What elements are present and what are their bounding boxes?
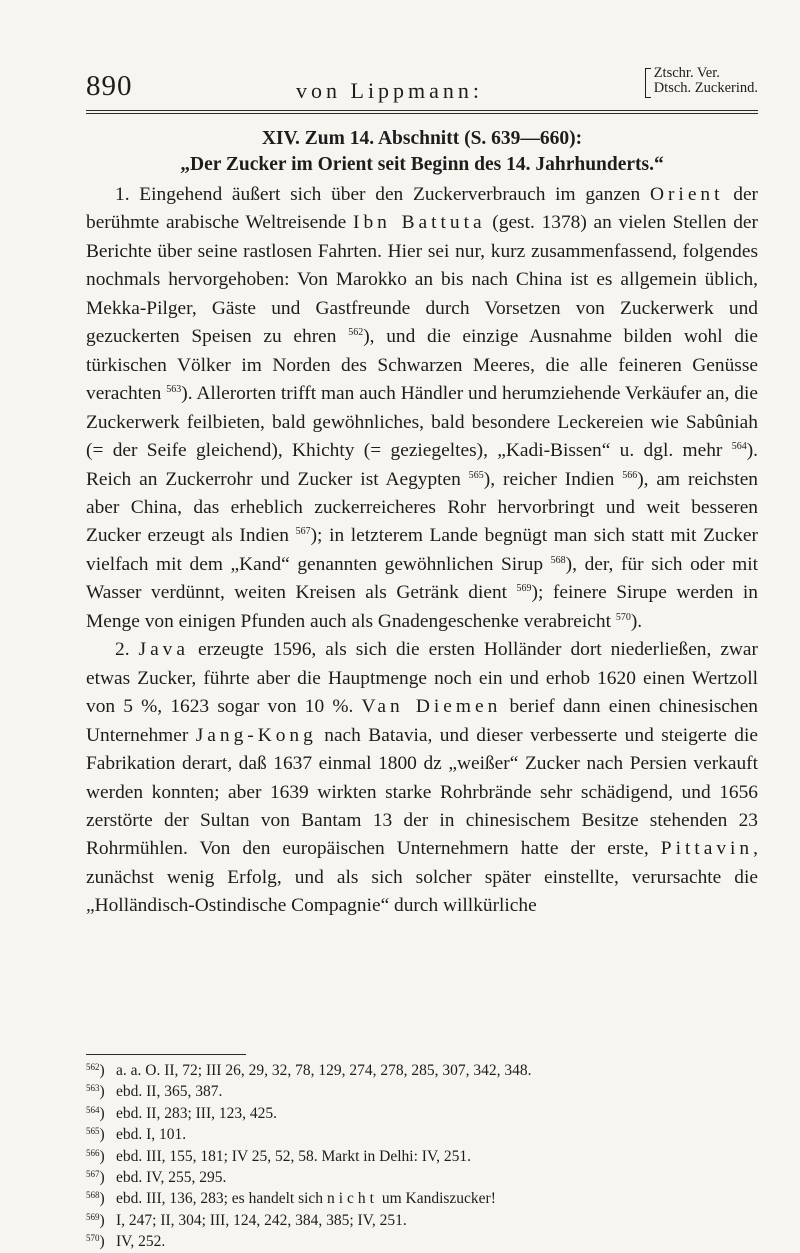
spaced-name: Jang-Kong: [195, 724, 317, 746]
paragraph-1: 1. Eingehend äußert sich über den Zuckerverbrauch im ganzen Orient der berühmte arabische Weltreisende Ibn Battuta (gest. 1378) an vielen Stellen der Berichte über seine rastlosen Fahrten. Hier sei nur, kurz zusammenfassend, folgendes nochmals hervorgehoben: Von Marokko an bis nach China ist es allgemein üblich, Mekka-Pilger, Gäste und Gastfreunde durch Vorsetzen von Zuckerwerk und gezuckerten Speisen zu ehren $^{562}$), und die einzige Ausnahme bilden wohl die türkischen Völker im Norden des Schwarzen Meeres, die alle feineren Genüsse verachten $^{563}$). Allerorten trifft man auch Händler und herumziehende Verkäufer an, die Zuckerwerk feilbieten, bald gewöhnliches, bald besondere Leckereien wie Sabûniah (= der Seife gleichend), Khichty (= geziegeltes), „Kadi-Bissen“ u. dgl. mehr $^{564}$). Reich an Zuckerrohr und Zucker ist Aegypten $^{565}$), reicher Indien $^{566}$), am reichsten aber China, das erheblich zuckerreicheres Rohr hervorbringt und weit besseren Zucker erzeugt als Indien $^{567}$); in letzterem Lande begnügt man sich statt mit Zucker vielfach mit dem „Kand“ genannten gewöhnlichen Sirup $^{568}$), der, für sich oder mit Wasser verdünnt, weiten Kreisen als Getränk dient $^{569}$); feinere Sirupe werden in Menge von einigen Pfunden auch als Gnadengeschenke verabreicht $^{570}$).: [86, 184, 759, 632]
footnote-ref[interactable]: 563: [166, 384, 182, 396]
footnote: $^{565}$) ebd. I, 101.: [86, 1126, 187, 1144]
footnote: $^{563}$) ebd. II, 365, 387.: [86, 1083, 223, 1101]
spaced-name: Van Diemen: [361, 696, 502, 718]
footnote-separator: [86, 1054, 246, 1055]
footnote: $^{569}$) I, 247; II, 304; III, 124, 242, 384, 385; IV, 251.: [86, 1211, 407, 1229]
journal-reference: [645, 66, 758, 96]
section-title: XIV. Zum 14. Abschnitt (S. 639—660):: [261, 128, 583, 149]
header-rule-bottom: [86, 113, 758, 114]
footnote-ref[interactable]: 564: [731, 441, 747, 453]
journal-line-2: Dtsch. Zuckerind.: [653, 80, 758, 96]
footnote-ref[interactable]: 567: [295, 526, 311, 538]
footnote-ref[interactable]: 569: [516, 583, 532, 595]
footnote: $^{567}$) ebd. IV, 255, 295.: [86, 1169, 227, 1187]
paragraph-2: 2. Java erzeugte 1596, als sich die ersten Holländer dort niederließen, zwar etwas Zucker, führte aber die Hauptmenge noch ein und erhob 1620 einen Wertzoll von 5 %, 1623 sogar von 10 %. Van Diemen berief dann einen chinesischen Unternehmer Jang-Kong nach Batavia, und dieser verbesserte und steigerte die Fabrikation derart, daß 1637 einmal 1800 dz „weißer“ Zucker nach Persien verkauft werden konnten; aber 1639 wirkten starke Rohrbrände sehr schädigend, und 1656 zerstörte der Sultan von Bantam 13 der in chinesischem Besitze stehenden 23 Rohrmühlen. Von den europäischen Unternehmern hatte der erste, Pittavin, zunächst wenig Erfolg, und als sich solcher später einstellte, verursachte die „Holländisch-Ostindische Compagnie“ durch willkürliche: [86, 639, 759, 917]
spaced-name: Pittavin: [660, 838, 754, 860]
page-header: [86, 65, 758, 103]
spaced-word: Java: [138, 639, 189, 661]
footnote-ref[interactable]: 568: [550, 554, 566, 566]
page-number: 890: [86, 70, 133, 102]
running-head: von Lippmann:: [296, 78, 484, 103]
footnote: $^{566}$) ebd. III, 155, 181; IV 25, 52, 58. Markt in Delhi: IV, 251.: [86, 1147, 472, 1165]
footnote: $^{564}$) ebd. II, 283; III, 123, 425.: [86, 1104, 277, 1122]
footnote-ref[interactable]: 565: [468, 469, 484, 481]
footnote-ref[interactable]: 562: [348, 327, 364, 339]
body-text: [86, 181, 758, 921]
footnote: $^{562}$) a. a. O. II, 72; III 26, 29, 32, 78, 129, 274, 278, 285, 307, 342, 348.: [86, 1062, 532, 1079]
journal-line-1: Ztschr. Ver.: [653, 65, 720, 81]
spaced-word: Orient: [649, 184, 724, 205]
footnote-ref[interactable]: 566: [622, 469, 638, 481]
footnote: $^{568}$) ebd. III, 136, 283; es handelt sich nicht um Kandiszucker!: [86, 1190, 496, 1208]
footnotes: [86, 1060, 758, 1253]
footnote: $^{570}$) IV, 252.: [86, 1233, 166, 1251]
section-subtitle: „Der Zucker im Orient seit Beginn des 14. Jahrhunderts.“: [180, 154, 664, 175]
header-rule-top: [86, 110, 758, 111]
footnote-ref[interactable]: 570: [615, 611, 631, 623]
spaced-word: nicht: [326, 1190, 378, 1208]
spaced-name: Ibn Battuta: [353, 212, 486, 234]
